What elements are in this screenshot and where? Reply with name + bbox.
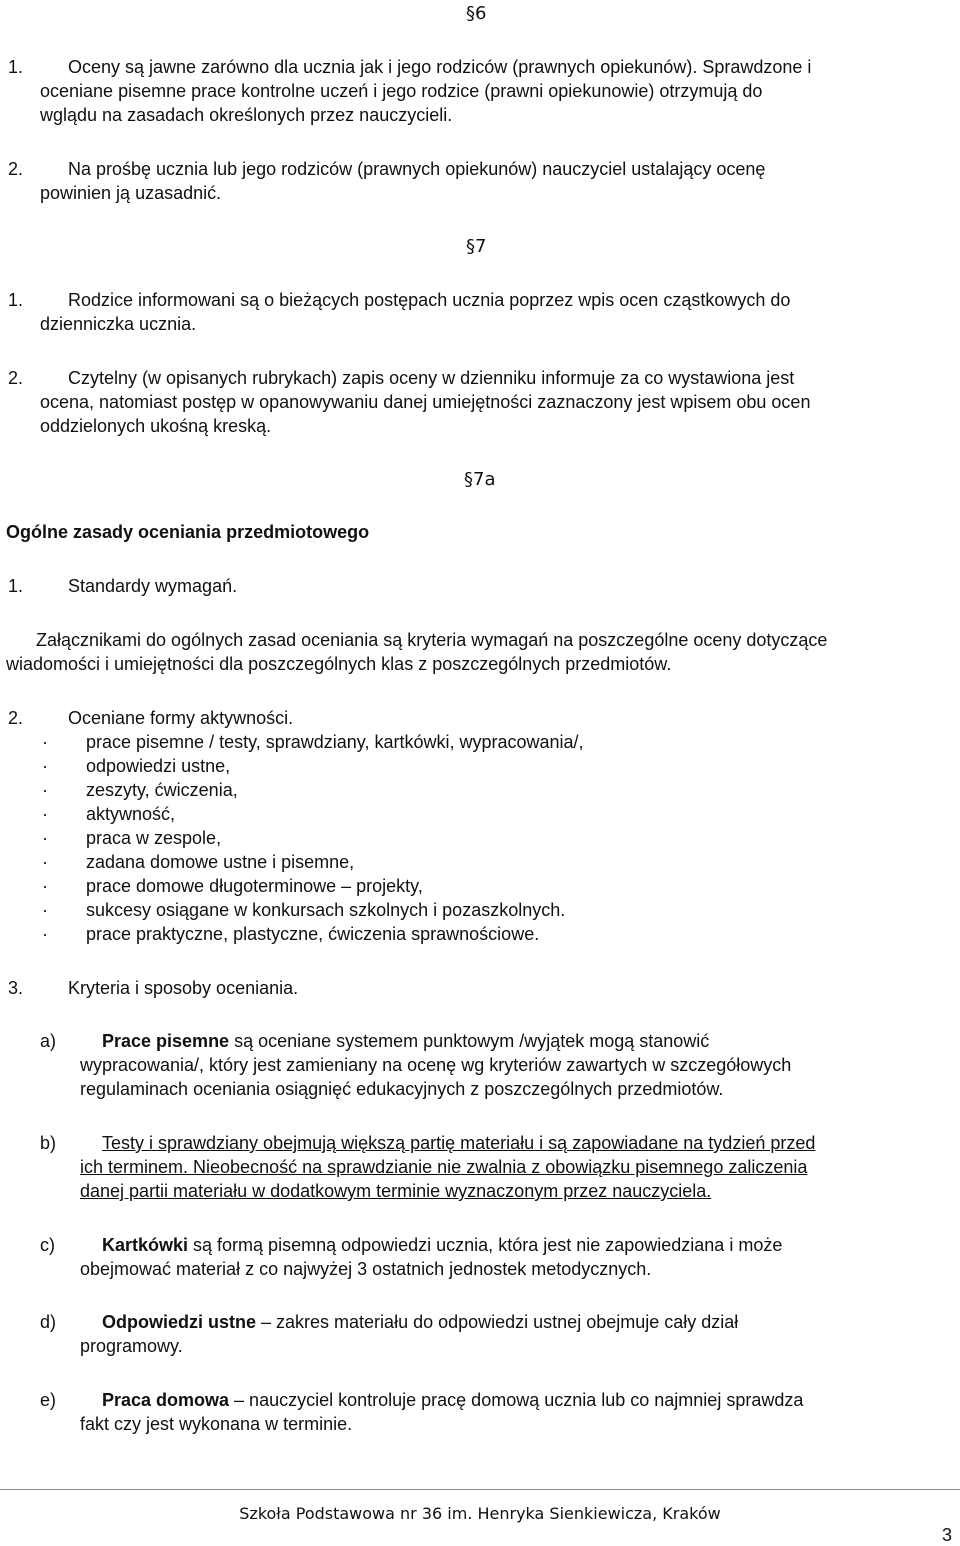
bullet-mark: ·: [42, 828, 48, 848]
item2-number: 2.: [8, 708, 24, 728]
list-item: prace domowe długoterminowe – projekty,: [86, 876, 423, 896]
criteria-d-term: Odpowiedzi ustne: [102, 1312, 257, 1332]
bullet-mark: ·: [42, 852, 48, 872]
item3-text: Kryteria i sposoby oceniania.: [68, 978, 299, 998]
s6-p2-number: 2.: [8, 159, 24, 179]
item3-number: 3.: [8, 978, 24, 998]
criteria-c-line1: [102, 1233, 782, 1257]
list-item: sukcesy osiągane w konkursach szkolnych i pozaszkolnych.: [86, 900, 566, 920]
section-7a-heading: §7a: [464, 469, 496, 490]
item1-number: 1.: [8, 576, 24, 596]
criteria-e-mark: e): [40, 1390, 57, 1410]
bullet-mark: ·: [42, 780, 48, 800]
section-7-heading: §7: [466, 236, 487, 257]
criteria-e-term: Praca domowa: [102, 1390, 230, 1410]
list-item: zeszyty, ćwiczenia,: [86, 780, 238, 800]
s7-p2-line1: Czytelny (w opisanych rubrykach) zapis oceny w dzienniku informuje za co wystawiona jest: [68, 368, 795, 388]
criteria-d-line1: [102, 1310, 738, 1334]
criteria-a-line3: regulaminach oceniania osiągnięć edukacyjnych z poszczególnych przedmiotów.: [80, 1079, 724, 1099]
s6-p2-line2: powinien ją uzasadnić.: [40, 183, 222, 203]
footer-divider: [0, 1489, 960, 1490]
section-title: Ogólne zasady oceniania przedmiotowego: [6, 522, 370, 542]
s7-p1-line2: dzienniczka ucznia.: [40, 314, 197, 334]
bullet-mark: ·: [42, 804, 48, 824]
s7-p1-number: 1.: [8, 290, 24, 310]
criteria-e-rest: – nauczyciel kontroluje pracę domową ucznia lub co najmniej sprawdza: [229, 1390, 804, 1410]
s6-p1-line3: wglądu na zasadach określonych przez nauczycieli.: [40, 105, 453, 125]
s6-p1-number: 1.: [8, 57, 24, 77]
criteria-e-line1: [102, 1388, 803, 1412]
s6-p1-line2: oceniane pisemne prace kontrolne uczeń i jego rodzice (prawni opiekunowie) otrzymują do: [40, 81, 763, 101]
list-item: praca w zespole,: [86, 828, 222, 848]
criteria-c-term: Kartkówki: [102, 1235, 189, 1255]
list-item: prace praktyczne, plastyczne, ćwiczenia sprawnościowe.: [86, 924, 540, 944]
criteria-a-term: Prace pisemne: [102, 1031, 230, 1051]
criteria-a-mark: a): [40, 1031, 57, 1051]
criteria-b-line2: ich terminem. Nieobecność na sprawdzianie nie zwalnia z obowiązku pisemnego zaliczenia: [80, 1157, 808, 1177]
s7-p1-line1: Rodzice informowani są o bieżących postępach ucznia poprzez wpis ocen cząstkowych do: [68, 290, 791, 310]
criteria-a-line1: [102, 1029, 709, 1053]
criteria-b-line3: danej partii materiału w dodatkowym terminie wyznaczonym przez nauczyciela.: [80, 1181, 712, 1201]
footer-school-name: Szkoła Podstawowa nr 36 im. Henryka Sienkiewicza, Kraków: [239, 1504, 721, 1523]
bullet-mark: ·: [42, 732, 48, 752]
s7-p2-line3: oddzielonych ukośną kreską.: [40, 416, 272, 436]
bullet-mark: ·: [42, 924, 48, 944]
s7-p2-line2: ocena, natomiast postęp w opanowywaniu danej umiejętności zaznaczony jest wpisem obu ocen: [40, 392, 811, 412]
attach-line2: wiadomości i umiejętności dla poszczególnych klas z poszczególnych przedmiotów.: [6, 654, 672, 674]
s7-p2-number: 2.: [8, 368, 24, 388]
list-item: odpowiedzi ustne,: [86, 756, 231, 776]
bullet-mark: ·: [42, 876, 48, 896]
s6-p2-line1: Na prośbę ucznia lub jego rodziców (prawnych opiekunów) nauczyciel ustalający ocenę: [68, 159, 766, 179]
item1-text: Standardy wymagań.: [68, 576, 238, 596]
list-item: aktywność,: [86, 804, 176, 824]
criteria-a-line2: wypracowania/, który jest zamieniany na ocenę wg kryteriów zawartych w szczegółowych: [80, 1055, 792, 1075]
item2-text: Oceniane formy aktywności.: [68, 708, 294, 728]
criteria-d-mark: d): [40, 1312, 57, 1332]
criteria-d-line2: programowy.: [80, 1336, 183, 1356]
criteria-c-line2: obejmować materiał z co najwyżej 3 ostatnich jednostek metodycznych.: [80, 1259, 652, 1279]
criteria-b-line1: Testy i sprawdziany obejmują większą partię materiału i są zapowiadane na tydzień przed: [102, 1133, 816, 1153]
bullet-mark: ·: [42, 756, 48, 776]
criteria-c-rest: są formą pisemną odpowiedzi ucznia, która jest nie zapowiedziana i może: [188, 1235, 783, 1255]
criteria-a-rest: są oceniane systemem punktowym /wyjątek mogą stanowić: [229, 1031, 710, 1051]
section-6-heading: §6: [466, 3, 487, 24]
criteria-b-mark: b): [40, 1133, 57, 1153]
criteria-d-rest: – zakres materiału do odpowiedzi ustnej obejmuje cały dział: [256, 1312, 739, 1332]
criteria-c-mark: c): [40, 1235, 55, 1255]
list-item: prace pisemne / testy, sprawdziany, kartkówki, wypracowania/,: [86, 732, 584, 752]
criteria-e-line2: fakt czy jest wykonana w terminie.: [80, 1414, 353, 1434]
s6-p1-line1: Oceny są jawne zarówno dla ucznia jak i jego rodziców (prawnych opiekunów). Sprawdzone i: [68, 57, 812, 77]
list-item: zadana domowe ustne i pisemne,: [86, 852, 355, 872]
attach-line1: Załącznikami do ogólnych zasad oceniania są kryteria wymagań na poszczególne oceny dotyczące: [36, 630, 828, 650]
page-number: 3: [941, 1525, 952, 1545]
bullet-mark: ·: [42, 900, 48, 920]
